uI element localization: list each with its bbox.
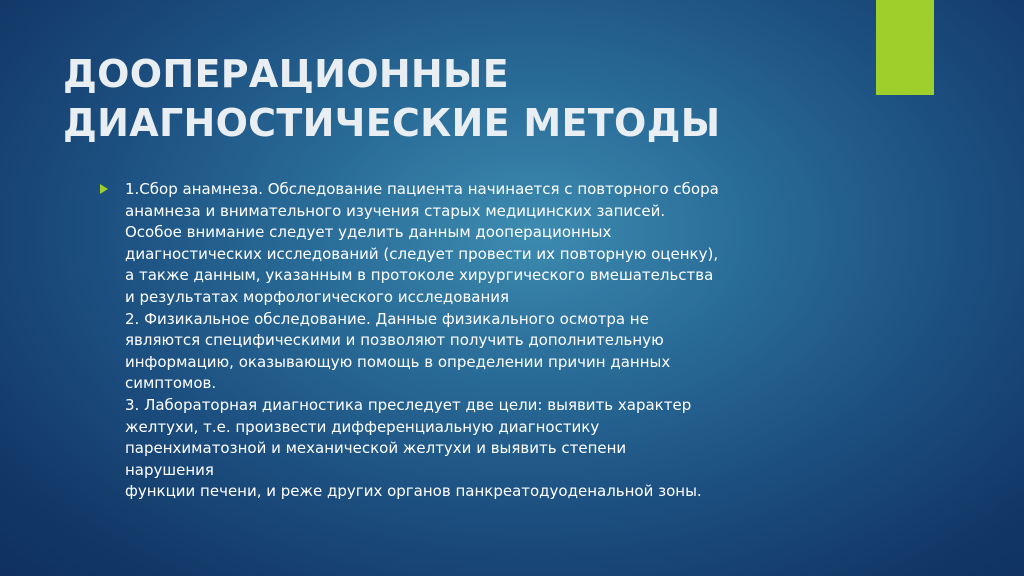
text-line: 2. Физикальное обследование. Данные физикального осмотра не xyxy=(125,309,649,328)
text-line: паренхиматозной и механической желтухи и выявить степени xyxy=(125,439,627,458)
accent-bar xyxy=(876,0,934,95)
text-line: информацию, оказывающую помощь в определении причин данных xyxy=(125,352,671,371)
text-line: являются специфическими и позволяют получить дополнительную xyxy=(125,331,664,350)
text-line: анамнеза и внимательного изучения старых медицинских записей. xyxy=(125,201,666,220)
text-line: а также данным, указанным в протоколе хирургического вмешательства xyxy=(125,266,714,285)
text-line: нарушения xyxy=(125,460,214,479)
text-line: Особое внимание следует уделить данным дооперационных xyxy=(125,223,612,242)
title-line: ДИАГНОСТИЧЕСКИЕ МЕТОДЫ xyxy=(63,101,721,145)
text-line: симптомов. xyxy=(125,374,217,393)
text-line: желтухи, т.е. произвести дифференциальную диагностику xyxy=(125,417,600,436)
text-line: 1.Сбор анамнеза. Обследование пациента начинается с повторного сбора xyxy=(125,180,719,198)
text-line: диагностических исследований (следует провести их повторную оценку), xyxy=(125,244,719,263)
title-line: ДООПЕРАЦИОННЫЕ xyxy=(63,52,509,96)
text-line: функции печени, и реже других органов панкреатодуоденальной зоны. xyxy=(125,482,702,501)
slide-title xyxy=(63,50,843,148)
text-line: и результатах морфологического исследования xyxy=(125,287,510,306)
bullet-text xyxy=(125,179,855,503)
text-line: 3. Лабораторная диагностика преследует две цели: выявить характер xyxy=(125,395,692,414)
triangle-bullet-icon xyxy=(100,184,108,194)
